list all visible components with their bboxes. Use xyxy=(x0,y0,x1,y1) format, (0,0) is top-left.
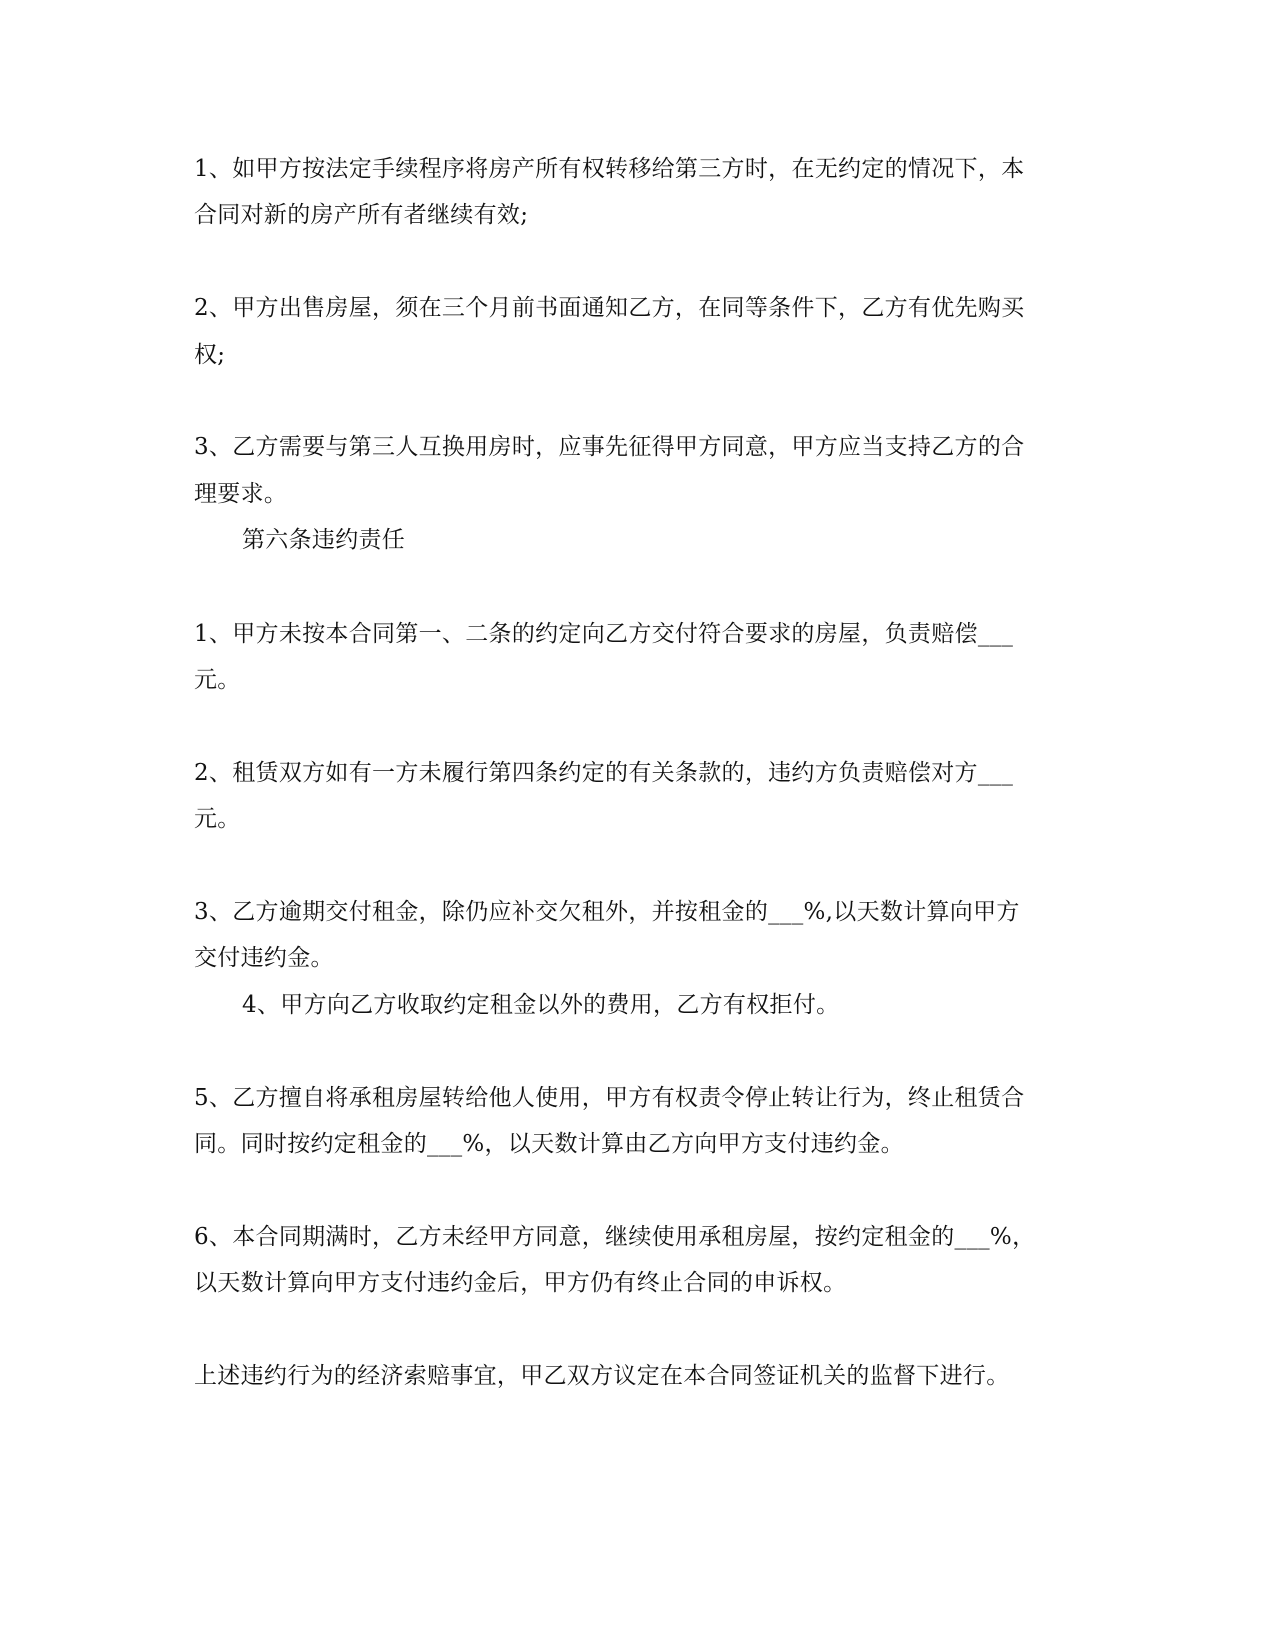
clause-6-6-line-2: 以天数计算向甲方支付违约金后，甲方仍有终止合同的申诉权。 xyxy=(194,1270,847,1296)
clause-6-1-line-1: 1、甲方未按本合同第一、二条的约定向乙方交付符合要求的房屋，负责赔偿___ xyxy=(194,621,1014,647)
clause-5-2-line-2: 权; xyxy=(194,342,226,368)
clause-6-2-line-2: 元。 xyxy=(194,806,241,832)
clause-5-1-line-2: 合同对新的房产所有者继续有效; xyxy=(194,202,529,228)
clause-6-5-line-1: 5、乙方擅自将承租房屋转给他人使用，甲方有权责令停止转让行为，终止租赁合 xyxy=(194,1085,1025,1111)
clause-6-3-line-1: 3、乙方逾期交付租金，除仍应补交欠租外，并按租金的___%,以天数计算向甲方 xyxy=(194,899,1020,925)
clause-5-1-line-1: 1、如甲方按法定手续程序将房产所有权转移给第三方时，在无约定的情况下，本 xyxy=(194,156,1025,182)
closing-line: 上述违约行为的经济索赔事宜，甲乙双方议定在本合同签证机关的监督下进行。 xyxy=(194,1363,1010,1389)
clause-5-3-line-2: 理要求。 xyxy=(194,481,288,507)
clause-6-3-line-2: 交付违约金。 xyxy=(194,945,334,971)
clause-6-4-line-1: 4、甲方向乙方收取约定租金以外的费用，乙方有权拒付。 xyxy=(242,992,840,1018)
clause-6-2-line-1: 2、租赁双方如有一方未履行第四条约定的有关条款的，违约方负责赔偿对方___ xyxy=(194,760,1014,786)
clause-6-1-line-2: 元。 xyxy=(194,667,241,693)
section-heading: 第六条违约责任 xyxy=(242,527,406,553)
clause-6-5-line-2: 同。同时按约定租金的___%，以天数计算由乙方向甲方支付违约金。 xyxy=(194,1131,904,1157)
clause-6-6-line-1: 6、本合同期满时，乙方未经甲方同意，继续使用承租房屋，按约定租金的___%， xyxy=(194,1224,1036,1250)
clause-5-2-line-1: 2、甲方出售房屋，须在三个月前书面通知乙方，在同等条件下，乙方有优先购买 xyxy=(194,295,1025,321)
clause-5-3-line-1: 3、乙方需要与第三人互换用房时，应事先征得甲方同意，甲方应当支持乙方的合 xyxy=(194,434,1025,460)
